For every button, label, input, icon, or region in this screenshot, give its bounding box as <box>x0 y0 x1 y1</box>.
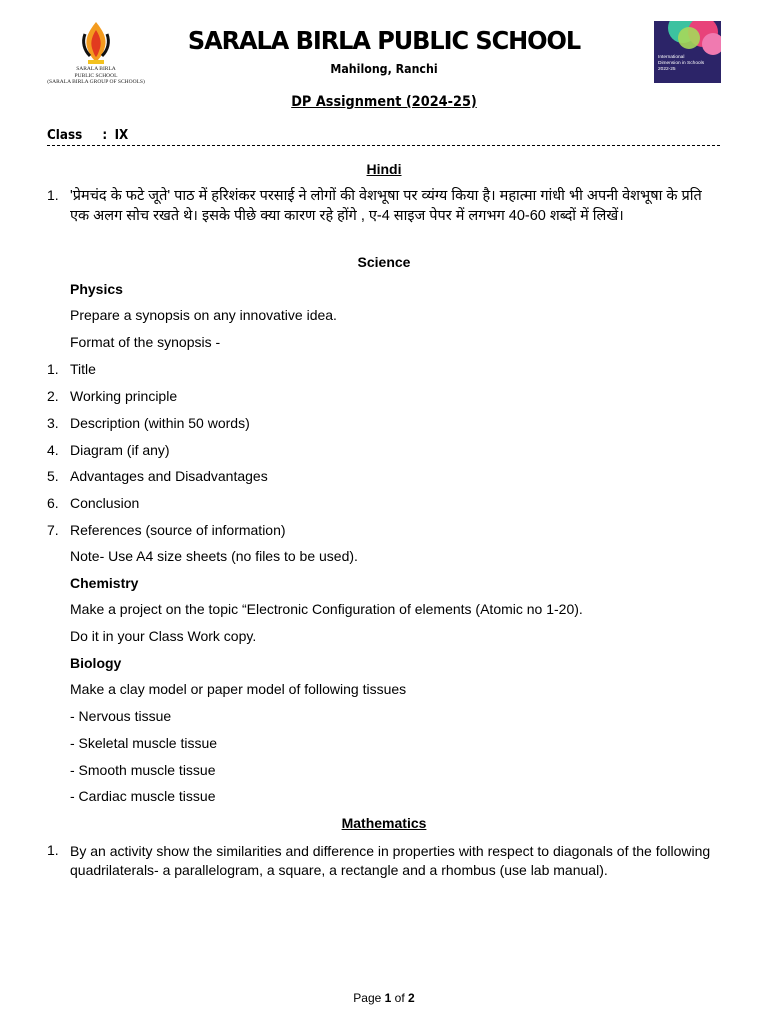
list-item: Description (within 50 words) <box>70 415 250 431</box>
class-value: IX <box>114 128 129 143</box>
physics-intro: Prepare a synopsis on any innovative idea. <box>70 307 337 323</box>
hindi-question: 'प्रेमचंद के फटे जूते' पाठ में हरिशंकर परसाई ने लोगों की वेशभूषा पर व्यंग्य किया है। महात्मा गांधी भी अपनी वेशभूषा के प्रति एक अलग सोच रखते थे। इसके पीछे क्या कारण रहे होंगे , ए-4 साइज पेपर में लगभग 40-60 शब्दों में लिखें। <box>70 188 702 224</box>
logo-text-line: PUBLIC SCHOOL <box>74 72 118 79</box>
hindi-heading: Hindi <box>366 161 402 177</box>
question-number: 1. <box>47 842 59 858</box>
list-number: 7. <box>47 522 59 538</box>
page-number <box>0 991 768 1005</box>
chemistry-instruction: Do it in your Class Work copy. <box>70 628 257 644</box>
list-item: - Cardiac muscle tissue <box>70 788 216 804</box>
biology-heading: Biology <box>70 655 122 671</box>
physics-format: Format of the synopsis - <box>70 334 221 350</box>
question-number: 1. <box>47 187 59 203</box>
international-dimension-badge <box>654 21 721 83</box>
badge-text: 2022-25 <box>658 67 676 72</box>
list-item: Diagram (if any) <box>70 442 170 458</box>
class-info <box>47 128 128 143</box>
badge-text: Dimension in Schools <box>658 61 705 66</box>
list-number: 6. <box>47 495 59 511</box>
list-item: Title <box>70 361 96 377</box>
list-number: 3. <box>47 415 59 431</box>
chemistry-heading: Chemistry <box>70 575 139 591</box>
list-number: 2. <box>47 388 59 404</box>
class-label: Class <box>47 128 83 143</box>
physics-note: Note- Use A4 size sheets (no files to be used). <box>70 548 358 564</box>
logo-text-line: (SARALA BIRLA GROUP OF SCHOOLS) <box>47 79 145 85</box>
list-item: References (source of information) <box>70 522 286 538</box>
mathematics-heading: Mathematics <box>341 815 427 831</box>
logo-text-line: SARALA BIRLA <box>76 66 116 72</box>
page-of: of <box>394 991 405 1005</box>
assignment-title: DP Assignment (2024-25) <box>291 94 477 110</box>
dashed-divider <box>47 145 720 146</box>
current-page: 1 <box>384 991 392 1005</box>
list-number: 4. <box>47 442 59 458</box>
list-number: 5. <box>47 468 59 484</box>
chemistry-task: Make a project on the topic “Electronic Configuration of elements (Atomic no 1-20). <box>70 601 583 617</box>
total-pages: 2 <box>408 991 415 1005</box>
list-item: - Skeletal muscle tissue <box>70 735 218 751</box>
list-item: Working principle <box>70 388 178 404</box>
badge-text: International <box>658 55 685 60</box>
list-item: Advantages and Disadvantages <box>70 468 268 484</box>
school-name: SARALA BIRLA PUBLIC SCHOOL <box>187 26 581 55</box>
list-number: 1. <box>47 361 59 377</box>
list-item: - Nervous tissue <box>70 708 172 724</box>
mathematics-question: By an activity show the similarities and difference in properties with respect to diagonals of the following quadrilaterals- a parallelogram, a square, a rectangle and a rhombus (use lab manual). <box>70 843 711 878</box>
school-location: Mahilong, Ranchi <box>330 62 438 76</box>
list-item: Conclusion <box>70 495 140 511</box>
list-item: - Smooth muscle tissue <box>70 762 216 778</box>
page-prefix: Page <box>353 991 382 1005</box>
physics-heading: Physics <box>70 281 123 297</box>
science-heading: Science <box>357 254 411 270</box>
biology-task: Make a clay model or paper model of following tissues <box>70 681 407 697</box>
class-separator: : <box>102 128 108 143</box>
